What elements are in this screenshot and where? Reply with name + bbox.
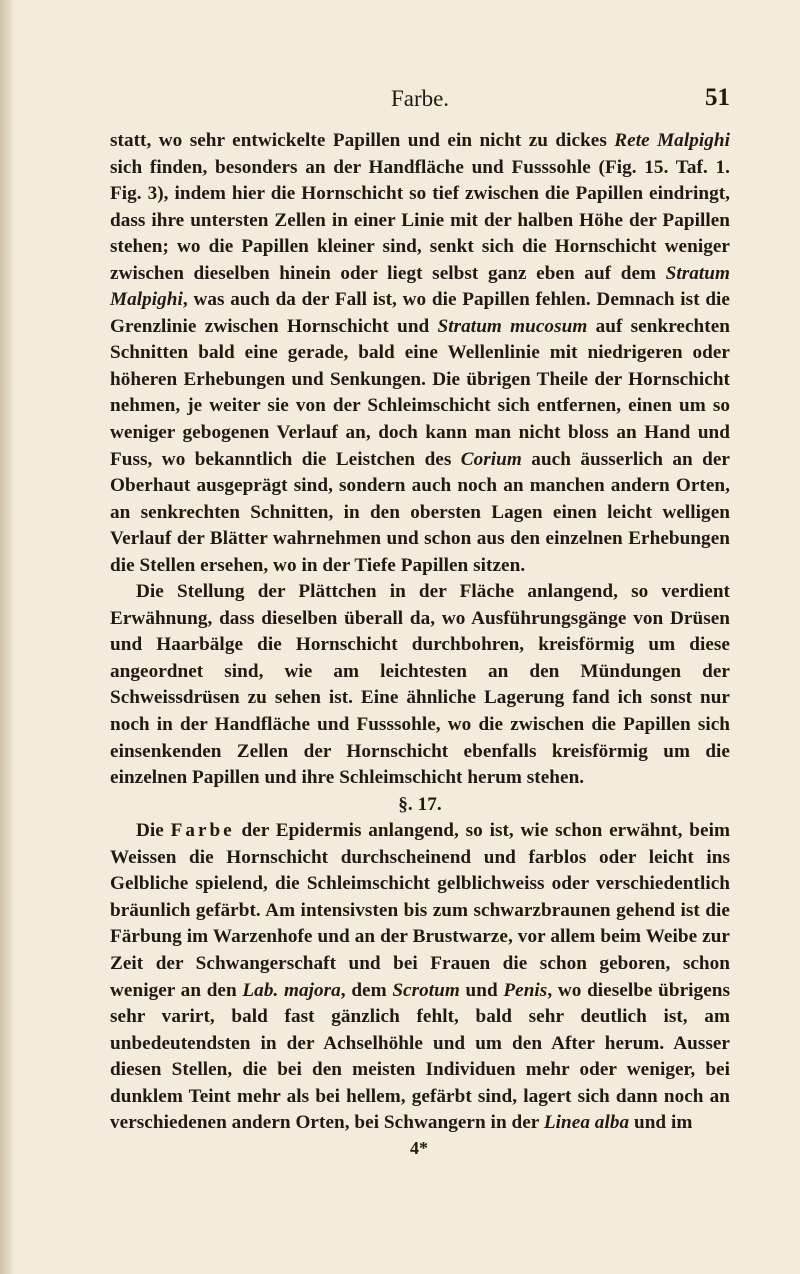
spaced-term: Farbe <box>170 820 235 842</box>
page-binding-edge <box>0 0 14 1274</box>
section-heading: §. 17. <box>398 793 442 815</box>
italic-term: Lab. majora <box>242 979 341 1001</box>
italic-term: Penis <box>503 979 548 1001</box>
italic-term: Stratum mucosum <box>437 315 588 337</box>
italic-term: Scrotum <box>392 979 460 1001</box>
signature-mark: 4* <box>410 1137 429 1158</box>
italic-term: Stratum Malpighi <box>110 262 730 311</box>
italic-term: Corium <box>460 448 522 470</box>
body-text <box>110 128 730 1159</box>
page-header <box>110 86 730 120</box>
italic-term: Linea alba <box>543 1112 630 1134</box>
running-title: Farbe. <box>390 86 450 111</box>
italic-term: Rete Malpighi <box>614 130 730 151</box>
paragraph-3: Die Farbe der Epidermis anlangend, so ist, wie schon erwähnt, beim Weissen die Hornschicht durchscheinend und farblos oder leicht ins Gelbliche spielend, die Schleimschicht gelblichweiss oder verschiedentlich bräunlich gefärbt. Am intensivsten bis zum schwarzbraunen gehend ist die Färbung im Warzenhofe und an der Brustwarze, vor allem beim Weibe zur Zeit der Schwangerschaft und bei Frauen die schon geboren, schon weniger an den Lab. majora, dem Scrotum und Penis, wo dieselbe übrigens sehr varirt, bald fast gänzlich fehlt, bald sehr deutlich ist, am unbedeutendsten in der Achselhöhle und um den After herum. Ausser diesen Stellen, die bei den meisten Individuen mehr oder weniger, bei dunklem Teint mehr als bei hellem, gefärbt sind, lagert sich dann noch an verschiedenen andern Orten, bei Schwangern in der Linea alba und im <box>110 820 730 1134</box>
page-number: 51 <box>705 84 730 111</box>
paragraph-1: statt, wo sehr entwickelte Papillen und ein nicht zu dickes Rete Malpighi sich finden, besonders an der Handfläche und Fusssohle (Fig. 15. Taf. 1. Fig. 3), indem hier die Hornschicht so tief zwischen die Papillen eindringt, dass ihre untersten Zellen in einer Linie mit der halben Höhe der Papillen stehen; wo die Papillen kleiner sind, senkt sich die Hornschicht weniger zwischen dieselben hinein oder liegt selbst ganz eben auf dem Stratum Malpighi, was auch da der Fall ist, wo die Papillen fehlen. Demnach ist die Grenzlinie zwischen Hornschicht und Stratum mucosum auf senkrechten Schnitten bald eine gerade, bald eine Wellenlinie mit niedrigeren oder höheren Erhebungen und Senkungen. Die übrigen Theile der Hornschicht nehmen, je weiter sie von der Schleimschicht sich entfernen, einen um so weniger gebogenen Verlauf an, doch kann man nicht bloss an Hand und Fuss, wo bekanntlich die Leistchen des Corium auch äusserlich an der Oberhaut ausgeprägt sind, sondern auch noch an manchen andern Orten, an senkrechten Schnitten, in den obersten Lagen einen leicht welligen Verlauf der Blätter wahrnehmen und schon aus den einzelnen Erhebungen die Stellen ersehen, wo in der Tiefe Papillen sitzen. <box>110 130 730 576</box>
paragraph-2: Die Stellung der Plättchen in der Fläche anlangend, so verdient Erwähnung, dass dieselben überall da, wo Ausführungsgänge von Drüsen und Haarbälge die Hornschicht durchbohren, kreisförmig um diese angeordnet sind, wie am leichtesten an den Mündungen der Schweissdrüsen zu sehen ist. Eine ähnliche Lagerung fand ich sonst nur noch in der Handfläche und Fusssohle, wo die zwischen die Papillen sich einsenkenden Zellen der Hornschicht ebenfalls kreisförmig um die einzelnen Papillen und ihre Schleimschicht herum stehen. <box>110 581 730 789</box>
